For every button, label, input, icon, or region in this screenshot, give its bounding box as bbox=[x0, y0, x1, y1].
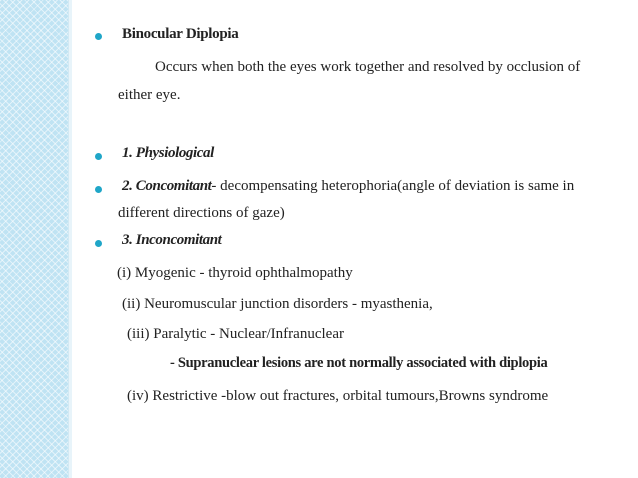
concomitant-line bbox=[122, 178, 574, 195]
description-line-2: either eye. bbox=[118, 87, 181, 103]
concomitant-heading: 2. Concomitant bbox=[122, 178, 212, 194]
sidebar-divider bbox=[68, 0, 72, 478]
concomitant-description: - decompensating heterophoria(angle of deviation is same in bbox=[211, 178, 575, 194]
item-restrictive: (iv) Restrictive -blow out fractures, orbital tumours,Browns syndrome bbox=[127, 388, 549, 404]
description-line-1: Occurs when both the eyes work together and resolved by occlusion of bbox=[155, 59, 581, 75]
bullet-icon bbox=[95, 153, 102, 160]
bullet-icon bbox=[95, 33, 102, 40]
item-myogenic: (i) Myogenic - thyroid ophthalmopathy bbox=[117, 265, 353, 281]
item-neuromuscular: (ii) Neuromuscular junction disorders - myasthenia, bbox=[122, 296, 433, 312]
physiological-heading: 1. Physiological bbox=[122, 145, 214, 161]
item-supranuclear-note: - Supranuclear lesions are not normally associated with diplopia bbox=[170, 355, 548, 371]
item-paralytic: (iii) Paralytic - Nuclear/Infranuclear bbox=[127, 326, 344, 342]
heading-binocular-diplopia: Binocular Diplopia bbox=[122, 26, 239, 42]
bullet-icon bbox=[95, 240, 102, 247]
inconcomitant-heading: 3. Inconcomitant bbox=[122, 232, 222, 248]
slide-content bbox=[95, 0, 615, 478]
bullet-icon bbox=[95, 186, 102, 193]
decorative-sidebar bbox=[0, 0, 68, 478]
concomitant-line-2: different directions of gaze) bbox=[118, 205, 285, 221]
